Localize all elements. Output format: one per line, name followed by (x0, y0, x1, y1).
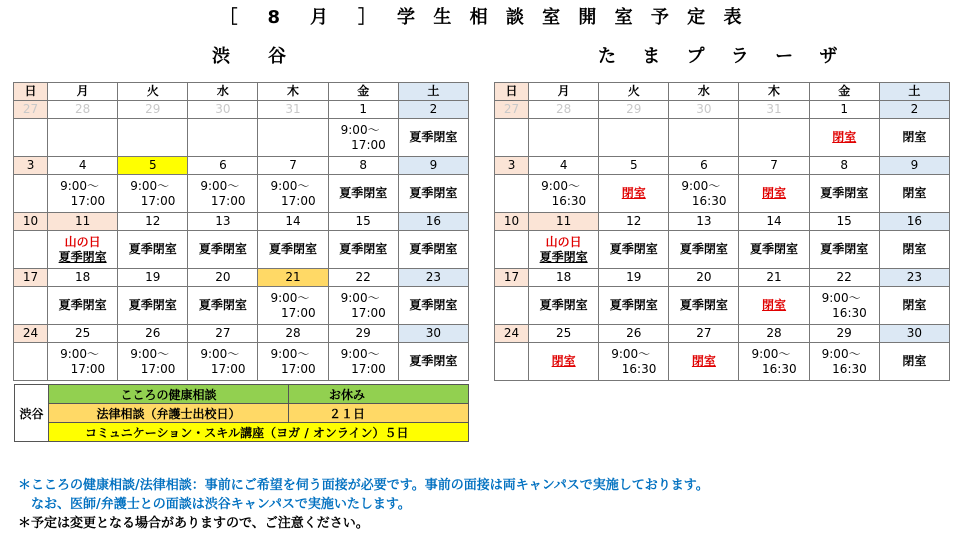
day-number: 28 (529, 101, 599, 119)
day-number: 4 (48, 157, 118, 175)
day-number: 12 (118, 213, 188, 231)
day-schedule (258, 119, 328, 157)
day-number: 14 (258, 213, 328, 231)
day-schedule: 9:00～ 17:00 (258, 175, 328, 213)
day-number: 23 (879, 269, 949, 287)
day-schedule: 閉室 (739, 287, 809, 325)
summary-label: 法律相談（弁護士出校日） (49, 404, 289, 423)
day-schedule: 9:00～ 17:00 (258, 287, 328, 325)
day-number: 14 (739, 213, 809, 231)
day-schedule: 閉室 (669, 343, 739, 381)
day-schedule: 9:00～ 17:00 (118, 343, 188, 381)
summary-label: コミュニケーション・スキル講座（ヨガ / オンライン）５日 (49, 423, 469, 442)
weekday-header: 水 (669, 83, 739, 101)
day-schedule: 9:00～ 17:00 (328, 119, 398, 157)
note-line: ＊こころの健康相談/法律相談：事前にご希望を伺う面接が必要です。事前の面接は両キャンパスで実施しております。 (18, 478, 709, 493)
day-schedule: 9:00～ 16:30 (809, 343, 879, 381)
day-number: 22 (328, 269, 398, 287)
day-number: 16 (879, 213, 949, 231)
day-number: 11 (529, 213, 599, 231)
day-schedule (14, 119, 48, 157)
day-schedule (495, 175, 529, 213)
day-schedule: 9:00～ 17:00 (48, 343, 118, 381)
day-number: 8 (809, 157, 879, 175)
day-schedule: 夏季閉室 (809, 231, 879, 269)
day-number: 30 (188, 101, 258, 119)
day-schedule: 夏季閉室 (739, 231, 809, 269)
calendar-tamaplaza (494, 82, 950, 381)
weekday-header: 水 (188, 83, 258, 101)
day-schedule (48, 119, 118, 157)
day-schedule: 夏季閉室 (188, 231, 258, 269)
day-schedule: 9:00～ 17:00 (188, 175, 258, 213)
day-schedule (495, 231, 529, 269)
day-schedule (14, 287, 48, 325)
day-schedule (14, 343, 48, 381)
day-number: 28 (258, 325, 328, 343)
day-schedule (495, 119, 529, 157)
day-schedule: 閉室 (809, 119, 879, 157)
day-number: 8 (328, 157, 398, 175)
day-schedule: 夏季閉室 (188, 287, 258, 325)
day-number: 5 (118, 157, 188, 175)
day-number: 27 (495, 101, 529, 119)
day-number: 2 (879, 101, 949, 119)
day-number: 18 (529, 269, 599, 287)
day-number: 7 (258, 157, 328, 175)
day-number: 7 (739, 157, 809, 175)
note-line: ＊予定は変更となる場合がありますので、ご注意ください。 (18, 516, 369, 531)
calendar-shibuya (13, 82, 469, 381)
day-number: 30 (398, 325, 468, 343)
day-schedule: 夏季閉室 (48, 287, 118, 325)
day-number: 13 (188, 213, 258, 231)
day-number: 29 (328, 325, 398, 343)
day-number: 5 (599, 157, 669, 175)
weekday-header: 火 (599, 83, 669, 101)
day-number: 21 (258, 269, 328, 287)
day-schedule: 閉室 (879, 343, 949, 381)
day-schedule: 夏季閉室 (118, 287, 188, 325)
weekday-header: 月 (529, 83, 599, 101)
weekday-header: 土 (879, 83, 949, 101)
day-schedule: 夏季閉室 (258, 231, 328, 269)
day-schedule: 9:00～ 16:30 (599, 343, 669, 381)
day-number: 6 (669, 157, 739, 175)
day-number: 9 (879, 157, 949, 175)
day-schedule: 夏季閉室 (669, 231, 739, 269)
day-number: 28 (48, 101, 118, 119)
day-schedule (495, 287, 529, 325)
day-number: 13 (669, 213, 739, 231)
day-schedule: 閉室 (879, 231, 949, 269)
weekday-header: 月 (48, 83, 118, 101)
day-number: 11 (48, 213, 118, 231)
day-number: 2 (398, 101, 468, 119)
day-schedule (14, 231, 48, 269)
day-number: 26 (599, 325, 669, 343)
day-schedule: 夏季閉室 (599, 287, 669, 325)
day-schedule (495, 343, 529, 381)
day-schedule: 9:00～ 17:00 (328, 287, 398, 325)
day-number: 9 (398, 157, 468, 175)
day-number: 3 (495, 157, 529, 175)
day-number: 16 (398, 213, 468, 231)
weekday-header: 土 (398, 83, 468, 101)
day-number: 19 (599, 269, 669, 287)
day-schedule: 夏季閉室 (529, 287, 599, 325)
day-number: 26 (118, 325, 188, 343)
day-schedule (739, 119, 809, 157)
day-number: 31 (258, 101, 328, 119)
day-schedule: 山の日 夏季閉室 (529, 231, 599, 269)
weekday-header: 日 (14, 83, 48, 101)
day-number: 12 (599, 213, 669, 231)
day-number: 27 (188, 325, 258, 343)
day-number: 18 (48, 269, 118, 287)
day-number: 29 (599, 101, 669, 119)
summary-place: 渋谷 (15, 385, 49, 442)
day-schedule: 夏季閉室 (398, 175, 468, 213)
day-schedule (599, 119, 669, 157)
day-number: 21 (739, 269, 809, 287)
note-line: なお、医師/弁護士との面談は渋谷キャンパスで実施いたします。 (18, 497, 411, 512)
day-schedule: 閉室 (879, 287, 949, 325)
day-schedule (188, 119, 258, 157)
day-number: 25 (529, 325, 599, 343)
day-number: 4 (529, 157, 599, 175)
day-schedule: 山の日 夏季閉室 (48, 231, 118, 269)
day-schedule (669, 119, 739, 157)
day-schedule: 9:00～ 16:30 (669, 175, 739, 213)
weekday-header: 火 (118, 83, 188, 101)
day-number: 20 (188, 269, 258, 287)
day-number: 10 (14, 213, 48, 231)
day-number: 15 (328, 213, 398, 231)
day-schedule (14, 175, 48, 213)
day-number: 30 (669, 101, 739, 119)
day-schedule (529, 119, 599, 157)
day-schedule: 夏季閉室 (398, 119, 468, 157)
day-number: 25 (48, 325, 118, 343)
campus-title-shibuya: 渋 谷 (212, 46, 296, 67)
day-schedule (118, 119, 188, 157)
page-title: ［ 8 月 ］ 学 生 相 談 室 開 室 予 定 表 (219, 7, 748, 28)
notes (18, 476, 709, 533)
weekday-header: 木 (258, 83, 328, 101)
day-number: 6 (188, 157, 258, 175)
summary-label: こころの健康相談 (49, 385, 289, 404)
day-schedule: 夏季閉室 (398, 231, 468, 269)
day-schedule: 夏季閉室 (669, 287, 739, 325)
day-number: 24 (14, 325, 48, 343)
day-number: 29 (118, 101, 188, 119)
weekday-header: 金 (328, 83, 398, 101)
day-schedule: 夏季閉室 (398, 343, 468, 381)
weekday-header: 木 (739, 83, 809, 101)
day-number: 31 (739, 101, 809, 119)
day-number: 15 (809, 213, 879, 231)
day-schedule: 夏季閉室 (328, 231, 398, 269)
day-schedule: 閉室 (879, 175, 949, 213)
day-schedule: 閉室 (529, 343, 599, 381)
summary-value: お休み (289, 385, 469, 404)
summary-table (14, 384, 469, 442)
day-number: 23 (398, 269, 468, 287)
day-schedule: 9:00～ 16:30 (529, 175, 599, 213)
day-schedule: 夏季閉室 (118, 231, 188, 269)
day-number: 28 (739, 325, 809, 343)
day-number: 27 (14, 101, 48, 119)
summary-value: ２１日 (289, 404, 469, 423)
day-number: 10 (495, 213, 529, 231)
day-number: 24 (495, 325, 529, 343)
campus-title-tamaplaza: た ま プ ラ ー ザ (598, 46, 848, 67)
day-number: 19 (118, 269, 188, 287)
day-number: 1 (809, 101, 879, 119)
day-schedule: 9:00～ 17:00 (118, 175, 188, 213)
day-number: 27 (669, 325, 739, 343)
day-schedule: 夏季閉室 (398, 287, 468, 325)
day-schedule: 閉室 (879, 119, 949, 157)
day-number: 29 (809, 325, 879, 343)
day-schedule: 夏季閉室 (809, 175, 879, 213)
day-schedule: 夏季閉室 (599, 231, 669, 269)
day-number: 17 (14, 269, 48, 287)
day-number: 3 (14, 157, 48, 175)
day-schedule: 閉室 (739, 175, 809, 213)
day-schedule: 9:00～ 17:00 (258, 343, 328, 381)
day-number: 1 (328, 101, 398, 119)
day-schedule: 閉室 (599, 175, 669, 213)
day-number: 17 (495, 269, 529, 287)
day-number: 20 (669, 269, 739, 287)
weekday-header: 日 (495, 83, 529, 101)
day-number: 22 (809, 269, 879, 287)
day-number: 30 (879, 325, 949, 343)
day-schedule: 9:00～ 16:30 (739, 343, 809, 381)
day-schedule: 9:00～ 16:30 (809, 287, 879, 325)
day-schedule: 9:00～ 17:00 (188, 343, 258, 381)
weekday-header: 金 (809, 83, 879, 101)
day-schedule: 夏季閉室 (328, 175, 398, 213)
day-schedule: 9:00～ 17:00 (328, 343, 398, 381)
day-schedule: 9:00～ 17:00 (48, 175, 118, 213)
